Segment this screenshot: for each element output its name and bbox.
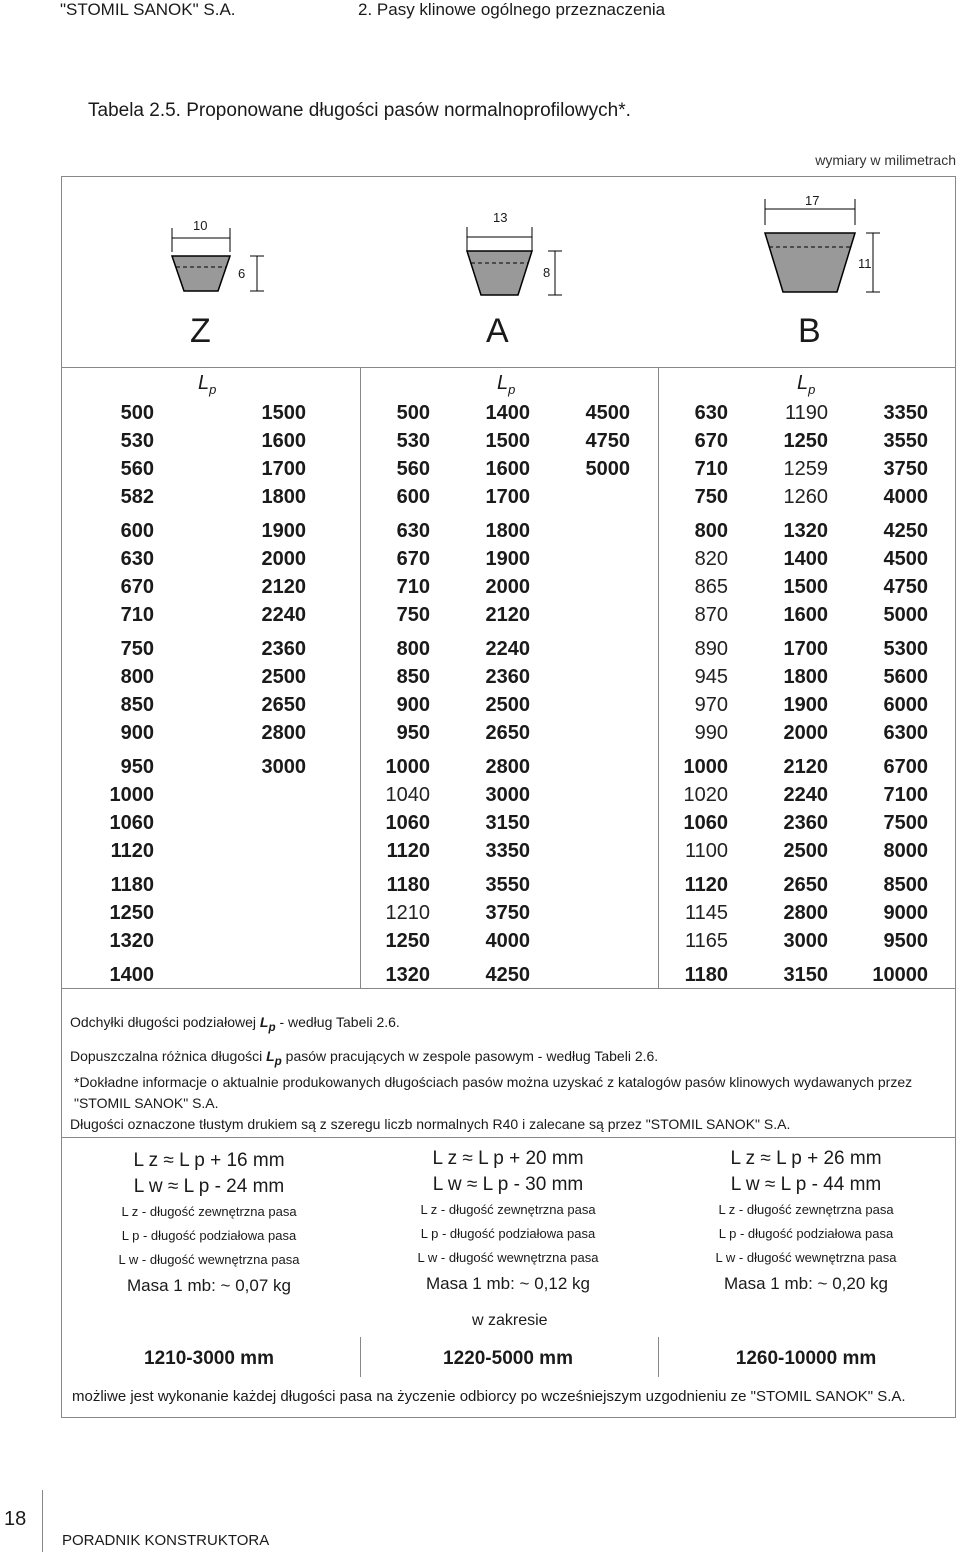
length-cell: 5300	[883, 638, 928, 660]
formula-lw: L w ≈ L p - 44 mm	[730, 1174, 882, 1195]
length-cell: 2360	[783, 812, 828, 834]
length-cell: 1190	[784, 402, 828, 424]
length-cell: 3000	[485, 784, 530, 806]
length-cell: 3000	[783, 930, 828, 952]
legend-lw: L w - długość wewnętrzna pasa	[417, 1250, 599, 1265]
length-cell: 500	[396, 402, 430, 424]
range-b: 1260-10000 mm	[735, 1348, 877, 1369]
lp-header-a: $L_p$	[497, 372, 516, 397]
length-cell: 2240	[261, 604, 306, 626]
length-cell: 3550	[883, 430, 928, 452]
profile-z-width: 10	[193, 218, 208, 233]
length-cell: 4000	[883, 486, 928, 508]
length-cell: 3350	[883, 402, 928, 424]
units-note: wymiary w milimetrach	[815, 152, 956, 168]
length-cell: 8500	[883, 874, 928, 896]
length-cell: 1900	[485, 548, 530, 570]
length-cell: 530	[396, 430, 430, 452]
length-cell: 3750	[485, 902, 530, 924]
length-cell: 1400	[783, 548, 828, 570]
length-cell: 2000	[783, 722, 828, 744]
header-section: 2. Pasy klinowe ogólnego przeznaczenia	[358, 0, 666, 19]
lp-header-b: $L_p$	[797, 372, 816, 397]
length-cell: 3750	[883, 458, 928, 480]
length-cell: 7500	[883, 812, 928, 834]
length-cell: 630	[120, 548, 154, 570]
length-cell: 1165	[684, 930, 728, 952]
length-cell: 5000	[585, 458, 630, 480]
formula-block	[368, 1146, 648, 1298]
length-cell: 4750	[585, 430, 630, 452]
length-cell: 710	[396, 576, 430, 598]
length-cell: 800	[120, 666, 154, 688]
profile-z-drawing	[160, 200, 270, 300]
legend-lp: L p - długość podziałowa pasa	[121, 1228, 297, 1243]
table-title: Tabela 2.5. Proponowane długości pasów normalnoprofilowych*.	[88, 100, 631, 121]
length-cell: 710	[694, 458, 728, 480]
profile-b-height: 11	[858, 256, 872, 271]
footer-title: PORADNIK KONSTRUKTORA	[62, 1532, 270, 1549]
length-cell: 2500	[261, 666, 306, 688]
length-cell: 1020	[683, 784, 728, 806]
length-cell: 970	[694, 694, 728, 716]
length-cell: 5000	[883, 604, 928, 626]
length-cell: 1600	[261, 430, 306, 452]
profile-b-label: B	[798, 312, 821, 350]
range-z: 1210-3000 mm	[144, 1348, 274, 1369]
length-cell: 2800	[783, 902, 828, 924]
formula-lz: L z ≈ L p + 26 mm	[730, 1148, 882, 1169]
profile-a-height: 8	[543, 265, 551, 280]
page-number: 18	[4, 1508, 27, 1530]
length-cell: 2000	[261, 548, 306, 570]
length-cell: 670	[120, 576, 154, 598]
length-cell: 1040	[385, 784, 430, 806]
length-cell: 1320	[385, 964, 430, 986]
footer-note: możliwe jest wykonanie każdej długości pasa na życzenie odbiorcy po wcześniejszym uzgodnieniu ze "STOMIL SANOK" S.A.	[72, 1388, 906, 1405]
length-cell: 865	[694, 576, 728, 598]
profile-z-height: 6	[238, 266, 246, 281]
length-cell: 1060	[109, 812, 154, 834]
length-cell: 2240	[783, 784, 828, 806]
length-cell: 1120	[110, 840, 154, 862]
profile-b-width: 17	[805, 193, 820, 208]
length-cell: 1250	[109, 902, 154, 924]
profile-b-drawing	[755, 195, 885, 300]
length-cell: 1210	[385, 902, 430, 924]
length-cell: 900	[120, 722, 154, 744]
length-cell: 850	[120, 694, 154, 716]
length-cell: 1100	[684, 840, 728, 862]
length-cell: 3350	[485, 840, 530, 862]
length-cell: 9000	[883, 902, 928, 924]
length-cell: 3550	[485, 874, 530, 896]
length-cell: 800	[694, 520, 728, 542]
length-cell: 1700	[485, 486, 530, 508]
divider-table-bottom	[62, 988, 955, 989]
length-cell: 1120	[684, 874, 728, 896]
length-cell: 2650	[485, 722, 530, 744]
length-cell: 800	[396, 638, 430, 660]
formula-lw: L w ≈ L p - 24 mm	[133, 1176, 285, 1197]
length-cell: 2120	[261, 576, 306, 598]
length-cell: 2360	[485, 666, 530, 688]
length-cell: 3150	[783, 964, 828, 986]
length-cell: 1500	[261, 402, 306, 424]
length-cell: 1500	[485, 430, 530, 452]
length-cell: 670	[694, 430, 728, 452]
length-cell: 1060	[385, 812, 430, 834]
profile-z-label: Z	[190, 312, 211, 350]
legend-lz: L z - długość zewnętrzna pasa	[121, 1204, 297, 1219]
length-cell: 1800	[261, 486, 306, 508]
length-cell: 1180	[110, 874, 154, 896]
legend-lp: L p - długość podziałowa pasa	[420, 1226, 596, 1241]
length-cell: 1250	[783, 430, 828, 452]
profile-a-width: 13	[493, 210, 508, 225]
length-cell: 4500	[585, 402, 630, 424]
length-cell: 1259	[783, 458, 828, 480]
note-deviation: Odchyłki długości podziałowej $L_p$ - według Tabeli 2.6.	[70, 1014, 400, 1034]
length-cell: 2500	[485, 694, 530, 716]
length-cell: 3150	[485, 812, 530, 834]
length-cell: 1900	[261, 520, 306, 542]
length-cell: 2360	[261, 638, 306, 660]
length-cell: 2000	[485, 576, 530, 598]
length-cell: 750	[120, 638, 154, 660]
formula-lz: L z ≈ L p + 20 mm	[432, 1148, 584, 1169]
length-cell: 5600	[883, 666, 928, 688]
length-cell: 2500	[783, 840, 828, 862]
length-cell: 4750	[883, 576, 928, 598]
length-cell: 4000	[485, 930, 530, 952]
length-cell: 1250	[385, 930, 430, 952]
length-cell: 2120	[783, 756, 828, 778]
length-cell: 950	[120, 756, 154, 778]
length-cell: 600	[396, 486, 430, 508]
length-cell: 560	[396, 458, 430, 480]
length-cell: 4250	[485, 964, 530, 986]
length-cell: 630	[694, 402, 728, 424]
length-cell: 4250	[883, 520, 928, 542]
length-cell: 530	[120, 430, 154, 452]
length-cell: 1000	[683, 756, 728, 778]
length-cell: 500	[120, 402, 154, 424]
length-cell: 1320	[783, 520, 828, 542]
length-cell: 820	[694, 548, 728, 570]
length-cell: 900	[396, 694, 430, 716]
length-cell: 1145	[684, 902, 728, 924]
formula-block	[69, 1148, 349, 1300]
legend-lz: L z - długość zewnętrzna pasa	[718, 1202, 894, 1217]
length-cell: 1700	[783, 638, 828, 660]
formula-mass: Masa 1 mb: ~ 0,07 kg	[127, 1276, 291, 1295]
formula-lw: L w ≈ L p - 30 mm	[432, 1174, 584, 1195]
length-cell: 1800	[783, 666, 828, 688]
formula-mass: Masa 1 mb: ~ 0,20 kg	[724, 1274, 888, 1293]
length-cell: 8000	[883, 840, 928, 862]
range-caption: w zakresie	[472, 1312, 548, 1329]
length-cell: 2650	[261, 694, 306, 716]
length-cell: 1700	[261, 458, 306, 480]
length-cell: 2650	[783, 874, 828, 896]
length-cell: 710	[120, 604, 154, 626]
length-cell: 6000	[883, 694, 928, 716]
length-cell: 750	[396, 604, 430, 626]
divider-range-2	[658, 1337, 659, 1377]
length-cell: 950	[396, 722, 430, 744]
legend-lw: L w - długość wewnętrzna pasa	[118, 1252, 300, 1267]
length-cell: 1400	[109, 964, 154, 986]
length-cell: 1000	[385, 756, 430, 778]
length-cell: 1320	[109, 930, 154, 952]
length-cell: 1800	[485, 520, 530, 542]
length-cell: 945	[694, 666, 728, 688]
legend-lw: L w - długość wewnętrzna pasa	[715, 1250, 897, 1265]
divider-range-1	[360, 1337, 361, 1377]
length-cell: 1600	[783, 604, 828, 626]
length-cell: 6300	[883, 722, 928, 744]
length-cell: 9500	[883, 930, 928, 952]
length-cell: 1000	[109, 784, 154, 806]
notes-block	[70, 1012, 950, 1135]
note-catalog: *Dokładne informacje o aktualnie produkowanych długościach pasów można uzyskać z katalogów pasów klinowych wydawanych przez "STOMIL SANOK" S.A.	[74, 1073, 913, 1111]
length-cell: 2240	[485, 638, 530, 660]
range-a: 1220-5000 mm	[443, 1348, 573, 1369]
length-cell: 560	[120, 458, 154, 480]
formula-mass: Masa 1 mb: ~ 0,12 kg	[426, 1274, 590, 1293]
length-cell: 890	[694, 638, 728, 660]
profile-a-drawing	[455, 205, 575, 305]
length-cell: 1600	[485, 458, 530, 480]
length-cell: 670	[396, 548, 430, 570]
length-cell: 1260	[783, 486, 828, 508]
legend-lp: L p - długość podziałowa pasa	[718, 1226, 894, 1241]
length-cell: 2800	[485, 756, 530, 778]
note-difference: Dopuszczalna różnica długości $L_p$ pasów pracujących w zespole pasowym - według Tabeli 2.6.	[70, 1047, 659, 1068]
length-cell: 4500	[883, 548, 928, 570]
length-cell: 630	[396, 520, 430, 542]
divider-profiles	[62, 367, 955, 368]
length-cell: 1500	[783, 576, 828, 598]
lp-header-z: $L_p$	[198, 372, 217, 397]
length-cell: 2800	[261, 722, 306, 744]
length-cell: 850	[396, 666, 430, 688]
profile-a-label: A	[486, 312, 509, 350]
note-bold: Długości oznaczone tłustym drukiem są z szeregu liczb normalnych R40 i zalecane są przez "STOMIL SANOK" S.A.	[70, 1115, 791, 1132]
header-company: "STOMIL SANOK" S.A.	[60, 0, 236, 19]
length-cell: 1120	[386, 840, 430, 862]
divider-notes	[62, 1137, 955, 1138]
length-cell: 1060	[683, 812, 728, 834]
length-cell: 10000	[872, 964, 928, 986]
length-cell: 582	[120, 486, 154, 508]
length-cell: 1180	[684, 964, 728, 986]
formula-lz: L z ≈ L p + 16 mm	[133, 1150, 285, 1171]
length-cell: 6700	[883, 756, 928, 778]
length-cell: 1900	[783, 694, 828, 716]
length-cell: 990	[694, 722, 728, 744]
legend-lz: L z - długość zewnętrzna pasa	[420, 1202, 596, 1217]
length-cell: 2120	[485, 604, 530, 626]
length-cell: 600	[120, 520, 154, 542]
formula-block	[666, 1146, 946, 1298]
length-cell: 1400	[485, 402, 530, 424]
length-cell: 7100	[883, 784, 928, 806]
length-cell: 750	[694, 486, 728, 508]
length-cell: 1180	[386, 874, 430, 896]
length-cell: 3000	[261, 756, 306, 778]
length-cell: 870	[694, 604, 728, 626]
